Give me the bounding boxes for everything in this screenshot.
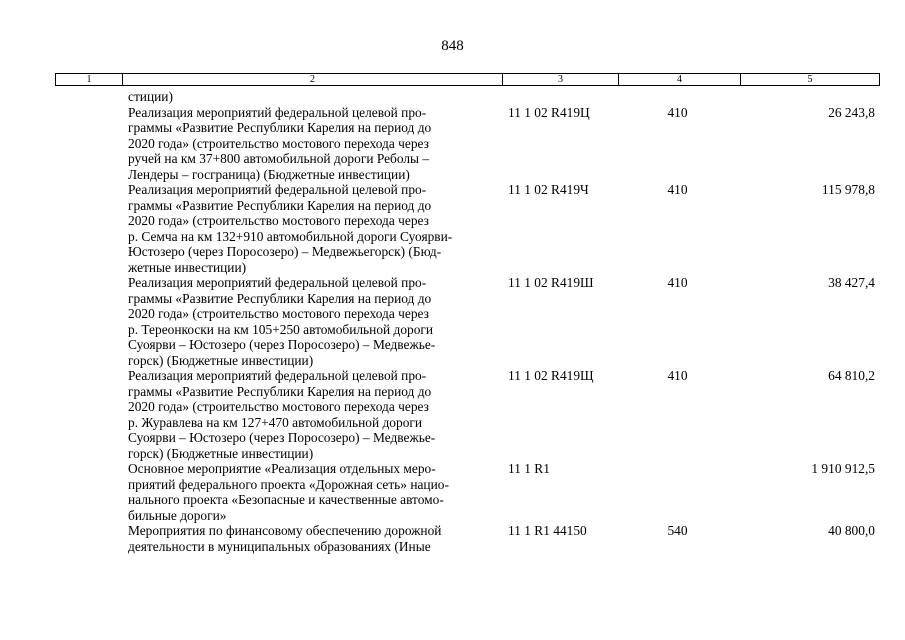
row-amount: 26 243,8	[828, 104, 875, 120]
table-row	[0, 275, 905, 368]
table-row	[0, 182, 905, 275]
table-row	[0, 523, 905, 554]
row-amount: 64 810,2	[828, 368, 875, 383]
row-description: Реализация мероприятий федеральной целевой про- граммы «Развитие Республики Карелия на период до 2020 года» (строительство мостового перехода через ручей на км 37+800 автомобильной дороги Реболы – Лендеры – госграница) (Бюджетные инвестиции)	[128, 104, 432, 182]
row-code: 11 1 02 R419Ц	[508, 104, 590, 120]
row-amount: 115 978,8	[821, 182, 875, 197]
row-description: Реализация мероприятий федеральной целевой про- граммы «Развитие Республики Карелия на период до 2020 года» (строительство мостового перехода через р. Тереонкоски на км 105+250 автомобильной дороги Суоярви – Юстозеро (через Поросозеро) – Медвежье- горск) (Бюджетные инвестиции)	[128, 275, 436, 368]
table-header	[55, 73, 880, 86]
table-row	[0, 105, 905, 183]
header-col-3: 3	[503, 74, 619, 85]
header-col-4: 4	[619, 74, 741, 85]
header-col-1: 1	[56, 74, 123, 85]
row-expense-type: 410	[667, 368, 688, 383]
row-code: 11 1 R1	[508, 461, 550, 476]
table-row	[0, 461, 905, 523]
row-expense-type: 410	[667, 275, 688, 290]
row-code: 11 1 02 R419Щ	[508, 368, 594, 383]
row-amount: 38 427,4	[828, 275, 875, 290]
row-description: Мероприятия по финансовому обеспечению дорожной деятельности в муниципальных образованиях (Иные	[128, 523, 442, 554]
row-description: Основное мероприятие «Реализация отдельных меро- приятий федерального проекта «Дорожная сеть» нацио- нального проекта «Безопасные и качественные автомо- бильные дороги»	[128, 461, 449, 523]
carryover-row	[0, 89, 905, 105]
row-amount: 40 800,0	[828, 523, 875, 538]
row-expense-type: 410	[667, 182, 688, 197]
page-number: 848	[441, 38, 464, 54]
row-code: 11 1 02 R419Ч	[508, 182, 589, 197]
row-amount: 1 910 912,5	[811, 461, 875, 476]
header-col-5: 5	[807, 74, 813, 85]
row-expense-type: 540	[667, 523, 688, 538]
row-code: 11 1 02 R419Ш	[508, 275, 594, 290]
table-body	[0, 89, 905, 554]
row-description: Реализация мероприятий федеральной целевой про- граммы «Развитие Республики Карелия на период до 2020 года» (строительство мостового перехода через р. Семча на км 132+910 автомобильной дороги Суоярви- Юстозеро (через Поросозеро) – Медвежьегорск) (Бюд- жетные инвестиции)	[128, 182, 453, 275]
row-description: Реализация мероприятий федеральной целевой про- граммы «Развитие Республики Карелия на период до 2020 года» (строительство мостового перехода через р. Журавлева на км 127+470 автомобильной дороги Суоярви – Юстозеро (через Поросозеро) – Медвежье- горск) (Бюджетные инвестиции)	[128, 368, 436, 461]
carryover-text: стиции)	[128, 89, 173, 104]
table-row	[0, 368, 905, 461]
row-code: 11 1 R1 44150	[508, 523, 587, 538]
row-expense-type: 410	[667, 104, 688, 120]
header-col-2: 2	[123, 74, 503, 85]
